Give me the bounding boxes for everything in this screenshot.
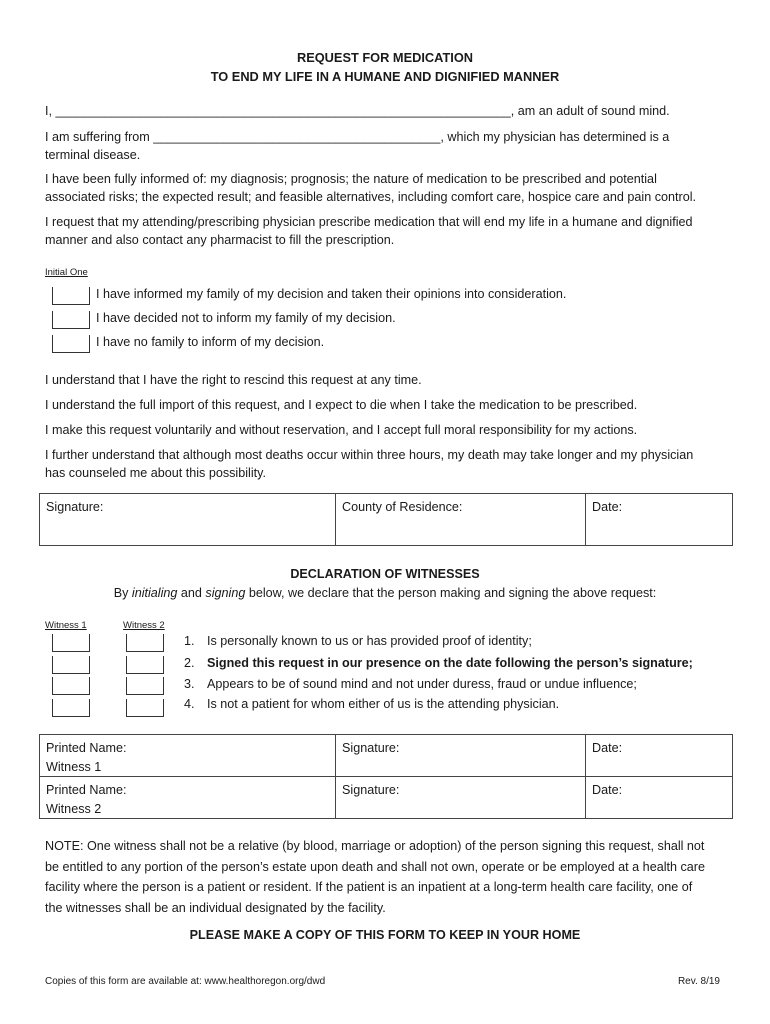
initial-box-informed-family[interactable]: [52, 287, 90, 305]
footer-availability: Copies of this form are available at: www.healthoregon.org/dwd: [45, 976, 326, 987]
witness1-printed-name-label: Printed Name:: [46, 741, 127, 755]
patient-date-field[interactable]: [586, 494, 733, 546]
declaration-item-2: [184, 656, 693, 670]
informed-statement-line2: associated risks; the expected result; and feasible alternatives, including comfort care, hospice care and pain control.: [45, 190, 697, 204]
witness2-initial-box-3[interactable]: [126, 677, 164, 695]
patient-signature-table: [39, 493, 733, 546]
import-statement: I understand the full import of this request, and I expect to die when I take the medication to be prescribed.: [45, 398, 638, 412]
intro-suffix: below, we declare that the person making and signing the above request:: [245, 586, 657, 600]
witness2-signature-label: Signature:: [342, 783, 400, 797]
witness1-initial-box-3[interactable]: [52, 677, 90, 695]
item-text: Appears to be of sound mind and not under duress, fraud or undue influence;: [207, 677, 637, 691]
witness1-signature-field[interactable]: [336, 735, 586, 777]
initial-box-no-family[interactable]: [52, 335, 90, 353]
initial-box-not-inform-family[interactable]: [52, 311, 90, 329]
informed-statement: [45, 170, 735, 206]
intro-initialing: initialing: [131, 586, 178, 600]
declaration-item-3: [184, 677, 637, 691]
item-number: 2.: [184, 656, 195, 670]
copy-notice: PLEASE MAKE A COPY OF THIS FORM TO KEEP IN YOUR HOME: [189, 928, 581, 942]
witness1-initial-box-1[interactable]: [52, 634, 90, 652]
rescind-statement: I understand that I have the right to rescind this request at any time.: [45, 373, 422, 387]
item-text: Is not a patient for whom either of us is the attending physician.: [207, 697, 560, 711]
request-statement: [45, 213, 735, 249]
witness2-label: Witness 2: [46, 802, 102, 816]
disease-statement: [45, 128, 735, 164]
duration-statement: [45, 446, 735, 482]
witness2-column-label: Witness 2: [123, 620, 165, 631]
declaration-item-1: [184, 634, 532, 648]
intro-prefix: By: [113, 586, 132, 600]
name-statement: I, _________________________________________________________________, am an adult of sound mind.: [45, 104, 670, 118]
declaration-title: DECLARATION OF WITNESSES: [290, 567, 480, 581]
declaration-item-4: [184, 697, 559, 711]
note-line1: NOTE: One witness shall not be a relative (by blood, marriage or adoption) of the person signing this request, shall not: [45, 839, 705, 853]
item-number: 4.: [184, 697, 195, 711]
witness1-date-label: Date:: [592, 741, 623, 755]
witness1-label: Witness 1: [46, 760, 102, 774]
item-number: 1.: [184, 634, 195, 648]
intro-signing: signing: [205, 586, 246, 600]
witness2-date-label: Date:: [592, 783, 623, 797]
voluntary-statement: I make this request voluntarily and without reservation, and I accept full moral responsibility for my actions.: [45, 423, 638, 437]
disease-statement-line2: terminal disease.: [45, 148, 141, 162]
intro-and: and: [177, 586, 206, 600]
witness2-initial-box-4[interactable]: [126, 699, 164, 717]
witness-signature-table: [39, 734, 733, 819]
witness2-printed-name-field[interactable]: [40, 777, 336, 819]
county-of-residence-field[interactable]: [336, 494, 586, 546]
request-statement-line1: I request that my attending/prescribing physician prescribe medication that will end my life in a humane and dignified: [45, 215, 693, 229]
disease-statement-line1: I am suffering from _________________________________________, which my physician has determined is a: [45, 130, 670, 144]
request-statement-line2: manner and also contact any pharmacist to fill the prescription.: [45, 233, 395, 247]
informed-statement-line1: I have been fully informed of: my diagnosis; prognosis; the nature of medication to be prescribed and potential: [45, 172, 657, 186]
duration-statement-line1: I further understand that although most deaths occur within three hours, my death may take longer and my physician: [45, 448, 694, 462]
patient-signature-label: Signature:: [46, 500, 104, 514]
declaration-intro: [0, 586, 770, 600]
duration-statement-line2: has counseled me about this possibility.: [45, 466, 266, 480]
option-informed-family: I have informed my family of my decision and taken their opinions into consideration.: [96, 287, 567, 301]
option-no-family: I have no family to inform of my decision.: [96, 335, 325, 349]
item-text: Signed this request in our presence on the date following the person’s signature;: [207, 656, 693, 670]
initial-one-label: Initial One: [45, 267, 88, 278]
item-text: Is personally known to us or has provided proof of identity;: [207, 634, 532, 648]
footer-revision: Rev. 8/19: [677, 976, 720, 987]
witness1-initial-box-2[interactable]: [52, 656, 90, 674]
witness2-date-field[interactable]: [586, 777, 733, 819]
witness2-printed-name-label: Printed Name:: [46, 783, 127, 797]
witness2-initial-box-1[interactable]: [126, 634, 164, 652]
option-not-inform-family: I have decided not to inform my family of my decision.: [96, 311, 396, 325]
note-line2: be entitled to any portion of the person’s estate upon death and shall not own, operate or be employed at a health care: [45, 859, 705, 874]
item-number: 3.: [184, 677, 195, 691]
patient-date-label: Date:: [592, 500, 623, 514]
witness2-signature-field[interactable]: [336, 777, 586, 819]
form-title-line1: REQUEST FOR MEDICATION: [296, 50, 474, 65]
witness-note: [45, 836, 745, 918]
note-line4: the witnesses shall be an individual designated by the facility.: [45, 900, 386, 915]
witness1-initial-box-4[interactable]: [52, 699, 90, 717]
witness1-date-field[interactable]: [586, 735, 733, 777]
witness1-signature-label: Signature:: [342, 741, 400, 755]
witness1-column-label: Witness 1: [45, 620, 87, 631]
county-of-residence-label: County of Residence:: [342, 500, 463, 514]
patient-signature-field[interactable]: [40, 494, 336, 546]
witness2-initial-box-2[interactable]: [126, 656, 164, 674]
note-line3: facility where the person is a patient or resident. If the patient is an inpatient at a long-term health care facility, one of: [45, 880, 693, 894]
witness1-printed-name-field[interactable]: [40, 735, 336, 777]
form-title-line2: TO END MY LIFE IN A HUMANE AND DIGNIFIED MANNER: [210, 69, 560, 84]
